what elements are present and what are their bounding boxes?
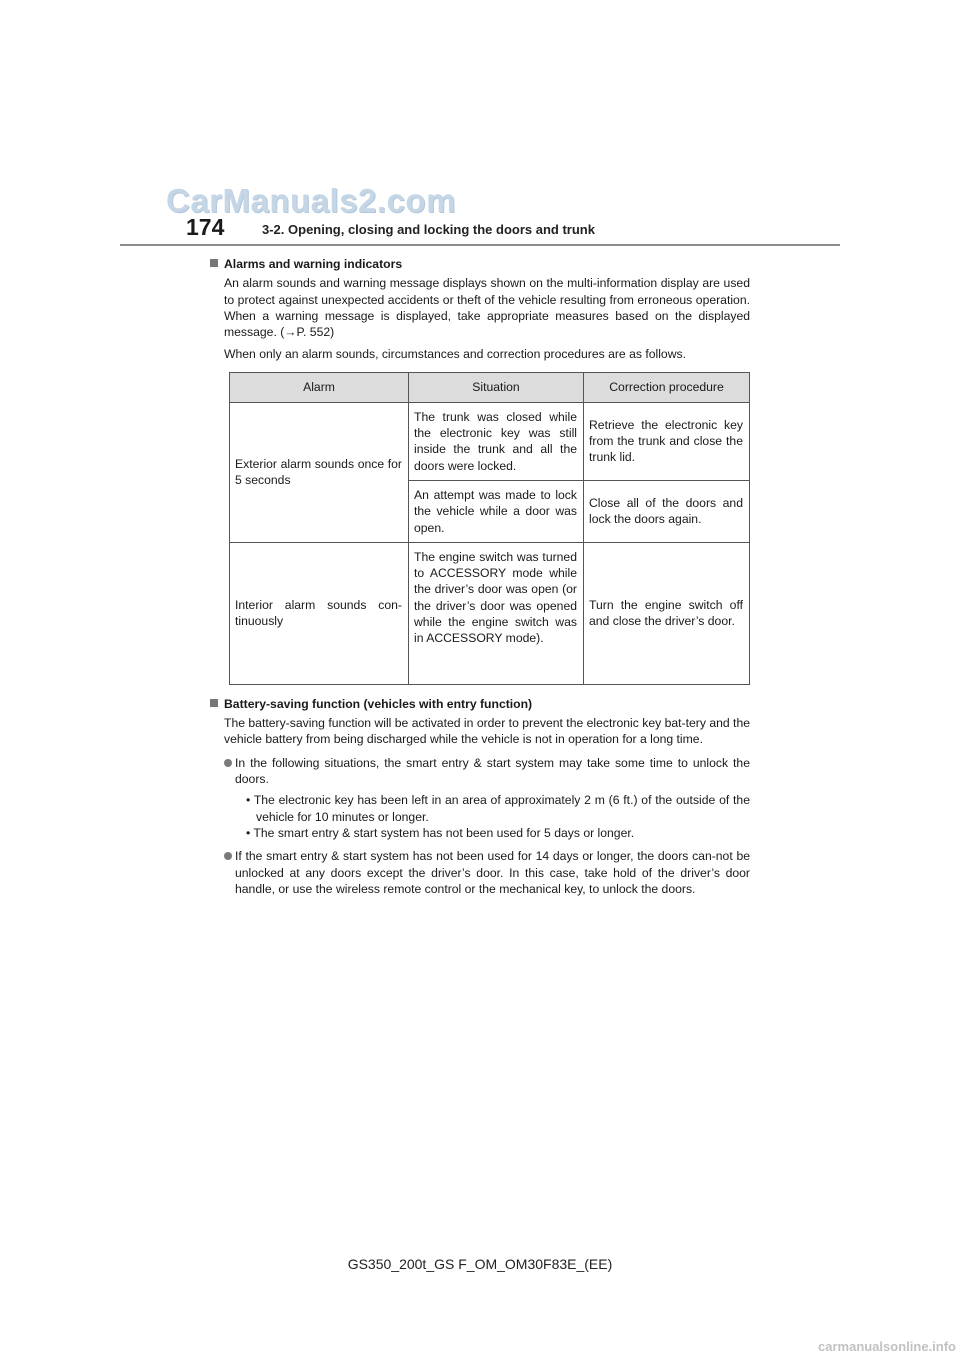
sub-list-item: • The smart entry & start system has not been used for 5 days or longer. [246,825,635,840]
section-heading-battery-saving [210,696,750,712]
column-header-alarm: Alarm [230,372,409,402]
header-divider [120,244,840,246]
section-title: 3-2. Opening, closing and locking the doors and trunk [262,222,595,237]
correction-cell: Turn the engine switch off and close the driver’s door. [584,542,750,684]
situation-cell: An attempt was made to lock the vehicle while a door was open. [409,480,584,542]
square-bullet-icon [210,699,218,707]
list-item-text: If the smart entry & start system has not been used for 14 days or longer, the doors can-not be unlocked at any doors except the driver’s door. In this case, take hold of the driver’s door handle, or use the wireless remote control or the mechanical key, to unlock the doors. [235,849,750,896]
sub-list-item: • The electronic key has been left in an area of approximately 2 m (6 ft.) of the outside of the vehicle for 10 minutes or longer. [246,793,750,824]
table-row [230,542,750,684]
situation-cell: The engine switch was turned to ACCESSORY mode while the driver’s door was open (or the driver’s door was opened while the engine switch was in ACCESSORY mode). [409,542,584,684]
table-header-row [230,372,750,402]
watermark-logo: CarManuals2.com [166,182,456,219]
alarm-cell: Interior alarm sounds con-tinuously [230,542,409,684]
list-item [224,755,750,788]
page-content [210,256,750,897]
document-code: GS350_200t_GS F_OM_OM30F83E_(EE) [347,1256,613,1272]
heading-text: Battery-saving function (vehicles with entry function) [224,696,533,711]
circle-bullet-icon [224,852,232,860]
correction-cell: Retrieve the electronic key from the trunk and close the trunk lid. [584,402,750,480]
battery-saving-paragraph: The battery-saving function will be activated in order to prevent the electronic key bat-tery and the vehicle battery from being discharged while the vehicle is not in operation for a long time. [224,716,750,747]
square-bullet-icon [210,259,218,267]
alarm-cell: Exterior alarm sounds once for 5 seconds [230,402,409,542]
column-header-situation: Situation [409,372,584,402]
column-header-correction: Correction procedure [584,372,750,402]
alarm-table [229,372,750,685]
list-item [224,848,750,897]
circle-bullet-icon [224,759,232,767]
watermark-footer: carmanualsonline.info [818,1339,956,1354]
list-item-text: In the following situations, the smart entry & start system may take some time to unlock the doors. [235,755,750,787]
situation-cell: The trunk was closed while the electronic key was still inside the trunk and all the doors were locked. [409,402,584,480]
heading-text: Alarms and warning indicators [224,257,403,271]
alarm-intro-paragraph: An alarm sounds and warning message displays shown on the multi-information display are used to protect against unexpected accidents or theft of the vehicle resulting from erroneous operation. When a warning message is displayed, take appropriate measures based on the displayed message. (→P. 552) [224,276,750,340]
section-heading-alarms [210,256,750,272]
alarm-sound-paragraph: When only an alarm sounds, circumstances and correction procedures are as follows. [224,347,686,362]
table-row [230,402,750,480]
page-number: 174 [186,214,225,240]
correction-cell: Close all of the doors and lock the doors again. [584,480,750,542]
